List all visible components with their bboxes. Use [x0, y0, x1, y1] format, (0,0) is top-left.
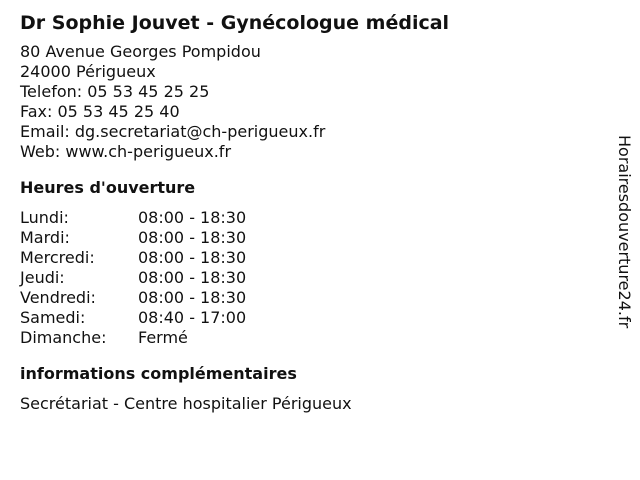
address-line-2: 24000 Périgueux	[20, 62, 156, 81]
additional-info-heading: informations complémentaires	[20, 364, 297, 383]
hours-day-label: Samedi:	[20, 308, 86, 327]
web-line: Web: www.ch-perigueux.fr	[20, 142, 232, 161]
hours-day-label: Dimanche:	[20, 328, 107, 347]
hours-row-lundi	[20, 208, 600, 228]
hours-time-value: 08:00 - 18:30	[138, 288, 247, 307]
hours-row-mardi	[20, 228, 600, 248]
opening-hours-heading: Heures d'ouverture	[20, 178, 196, 197]
hours-time-value: 08:40 - 17:00	[138, 308, 247, 327]
phone-line: Telefon: 05 53 45 25 25	[20, 82, 210, 101]
hours-time-value: 08:00 - 18:30	[138, 208, 247, 227]
hours-row-jeudi	[20, 268, 600, 288]
email-line: Email: dg.secretariat@ch-perigueux.fr	[20, 122, 326, 141]
hours-time-value: 08:00 - 18:30	[138, 268, 247, 287]
hours-day-label: Lundi:	[20, 208, 69, 227]
page-title: Dr Sophie Jouvet - Gynécologue médical	[20, 12, 450, 34]
hours-day-label: Jeudi:	[20, 268, 65, 287]
hours-row-mercredi	[20, 248, 600, 268]
hours-time-value: Fermé	[138, 328, 188, 347]
additional-info-text: Secrétariat - Centre hospitalier Périgueux	[20, 394, 352, 413]
fax-line: Fax: 05 53 45 25 40	[20, 102, 180, 121]
address-line-1: 80 Avenue Georges Pompidou	[20, 42, 261, 61]
hours-row-samedi	[20, 308, 600, 328]
opening-hours-table	[20, 208, 600, 348]
hours-day-label: Mardi:	[20, 228, 70, 247]
site-watermark: Horairesdouverture24.fr	[615, 135, 634, 329]
hours-day-label: Vendredi:	[20, 288, 96, 307]
hours-row-vendredi	[20, 288, 600, 308]
hours-row-dimanche	[20, 328, 600, 348]
hours-time-value: 08:00 - 18:30	[138, 248, 247, 267]
hours-day-label: Mercredi:	[20, 248, 95, 267]
business-card	[20, 10, 600, 414]
hours-time-value: 08:00 - 18:30	[138, 228, 247, 247]
